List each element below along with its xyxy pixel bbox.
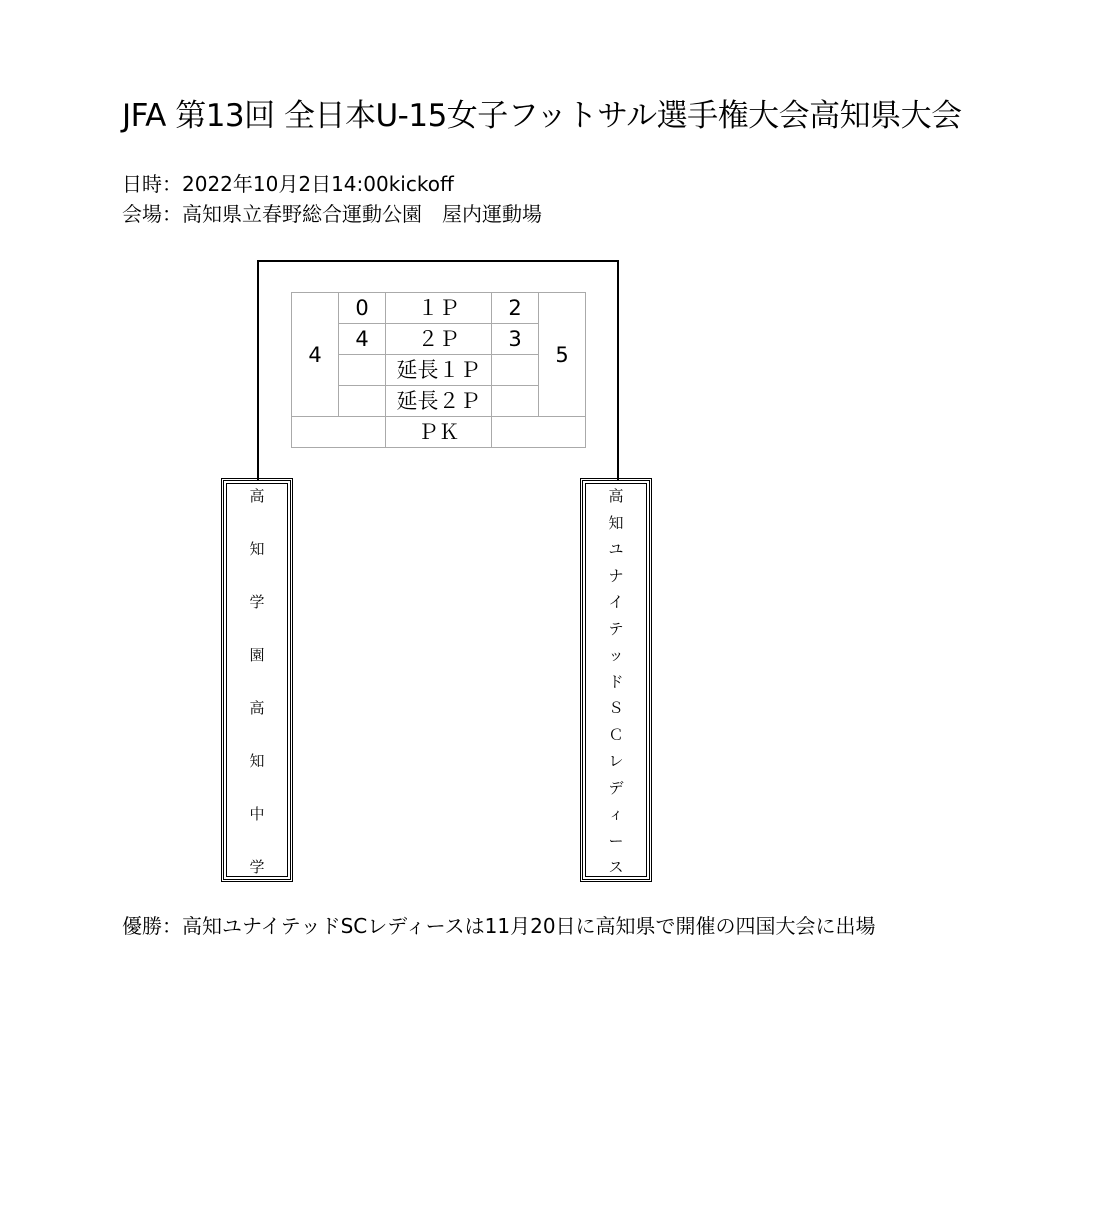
team-name-char: 学: [249, 858, 265, 876]
right-total-score: 5: [539, 293, 586, 417]
left-pk-score: [292, 417, 386, 448]
period-label: ２Ｐ: [386, 324, 492, 355]
team-name-char: ナ: [608, 566, 624, 585]
team-left-box: [221, 478, 293, 882]
team-name-char: 高: [249, 699, 265, 717]
table-row: [292, 293, 586, 324]
right-pk-score: [492, 417, 586, 448]
right-period-score: 2: [492, 293, 539, 324]
team-name-char: 学: [249, 593, 265, 611]
page-title: JFA 第13回 全日本U-15女子フットサル選手権大会高知県大会: [122, 98, 962, 134]
team-name-char: 高: [249, 487, 265, 505]
right-period-score: [492, 355, 539, 386]
team-name-char: Ｓ: [608, 699, 624, 717]
team-name-char: 知: [608, 513, 624, 532]
period-label: 延長１Ｐ: [386, 355, 492, 386]
team-right-name: [585, 483, 647, 877]
team-name-char: 高: [608, 487, 624, 505]
team-name-char: ス: [608, 858, 624, 876]
team-name-char: ィ: [608, 805, 624, 823]
team-name-char: ー: [608, 831, 624, 850]
table-row: [292, 417, 586, 448]
period-label: １Ｐ: [386, 293, 492, 324]
team-name-char: ッ: [608, 646, 624, 664]
team-name-char: 知: [249, 540, 265, 558]
left-total-score: 4: [292, 293, 339, 417]
team-name-char: 園: [249, 646, 265, 664]
team-name-char: イ: [608, 593, 624, 611]
left-period-score: 0: [339, 293, 386, 324]
team-name-char: デ: [608, 778, 624, 797]
left-period-score: [339, 386, 386, 417]
result-note: 優勝：高知ユナイテッドSCレディースは11月20日に高知県で開催の四国大会に出場: [122, 914, 876, 938]
team-name-char: テ: [608, 619, 624, 638]
right-period-score: [492, 386, 539, 417]
team-right-box: [580, 478, 652, 882]
pk-label: ＰＫ: [386, 417, 492, 448]
team-name-char: レ: [608, 752, 624, 770]
team-name-char: 中: [249, 805, 265, 823]
team-name-char: Ｃ: [608, 725, 624, 744]
left-period-score: 4: [339, 324, 386, 355]
team-left-name: [226, 483, 288, 877]
period-label: 延長２Ｐ: [386, 386, 492, 417]
team-name-char: ユ: [608, 540, 624, 558]
event-venue: 会場：高知県立春野総合運動公園 屋内運動場: [122, 202, 542, 226]
right-period-score: 3: [492, 324, 539, 355]
event-datetime: 日時：2022年10月2日14:00kickoff: [122, 172, 454, 196]
score-table: [291, 292, 586, 448]
team-name-char: ド: [608, 672, 624, 691]
left-period-score: [339, 355, 386, 386]
team-name-char: 知: [249, 752, 265, 770]
